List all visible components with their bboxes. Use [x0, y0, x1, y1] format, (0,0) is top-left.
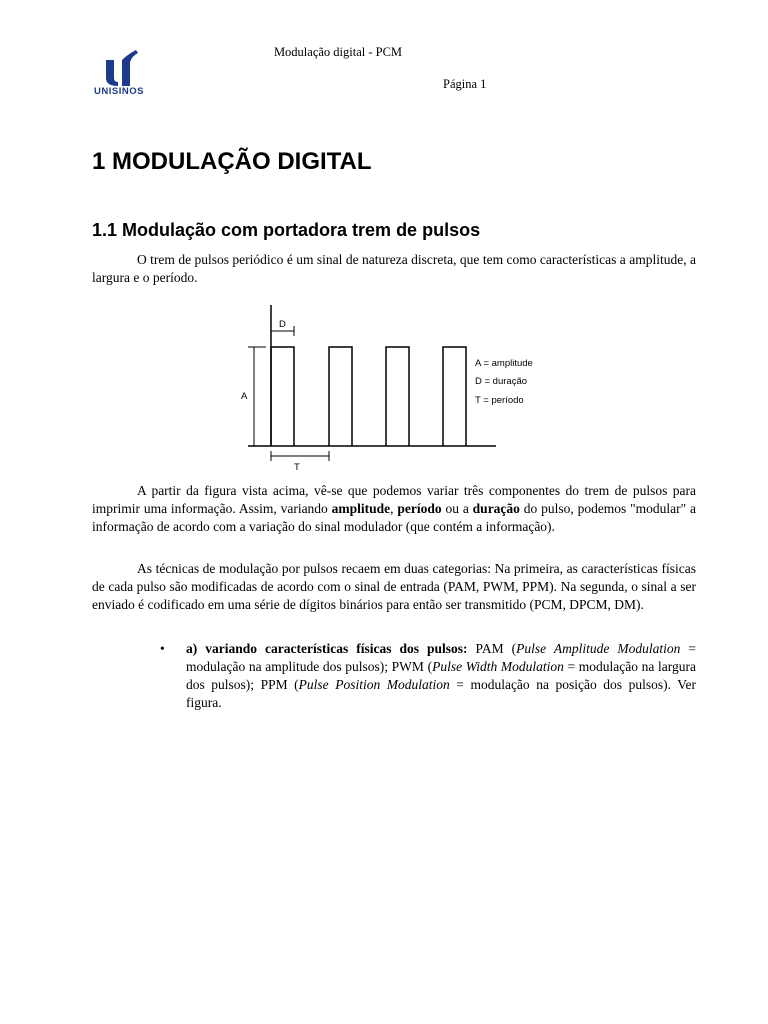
term-periodo: período	[397, 501, 442, 516]
label-a: A	[241, 391, 248, 402]
term-duracao: duração	[472, 501, 520, 516]
bullet-dot-icon: •	[160, 641, 165, 656]
paragraph-components: A partir da figura vista acima, vê-se que podemos variar três componentes do trem de pulsos para imprimir uma informação. Assim, variando amplitude, período ou a duração do pulso, podemos "modular" a informação de acordo com a variação do sinal modulador (que contém a informação).	[92, 483, 696, 534]
pulse-2	[329, 347, 352, 446]
paragraph-intro: O trem de pulsos periódico é um sinal de natureza discreta, que tem como características a amplitude, a largura e o período.	[92, 252, 696, 285]
term-amplitude: amplitude	[331, 501, 391, 516]
section-heading: 1 MODULAÇÃO DIGITAL	[92, 148, 372, 175]
document-title: Modulação digital - PCM	[273, 45, 403, 59]
label-t: T	[294, 462, 300, 473]
subsection-heading: 1.1 Modulação com portadora trem de pulsos	[92, 220, 481, 240]
paragraph-techniques: As técnicas de modulação por pulsos recaem em duas categorias: Na primeira, as características físicas de cada pulso são modificadas de acordo com o sinal de entrada (PAM, PWM, PPM). Na segunda, o sinal a ser enviado é codificado em uma série de dígitos binários para então ser transmitido (PCM, DPCM, DM).	[92, 561, 696, 612]
bullet-list	[160, 640, 697, 712]
legend-periodo: T = período	[475, 395, 524, 406]
logo-text: UNISINOS	[94, 86, 144, 97]
legend-duracao: D = duração	[475, 376, 528, 387]
pulse-1	[271, 347, 294, 446]
legend-amplitude: A = amplitude	[475, 358, 533, 369]
label-d: D	[279, 319, 286, 330]
list-item: • a) variando características físicas dos pulsos: PAM (Pulse Amplitude Modulation = modulação na amplitude dos pulsos); PWM (Pulse Width Modulation = modulação na largura dos pulsos); PPM (Pulse Position Modulation = modulação na posição dos pulsos). Ver figura.	[160, 641, 697, 710]
pulse-4	[443, 347, 466, 446]
page-number: Página 1	[443, 77, 487, 91]
logo-mark-left	[106, 60, 118, 86]
pulse-3	[386, 347, 409, 446]
